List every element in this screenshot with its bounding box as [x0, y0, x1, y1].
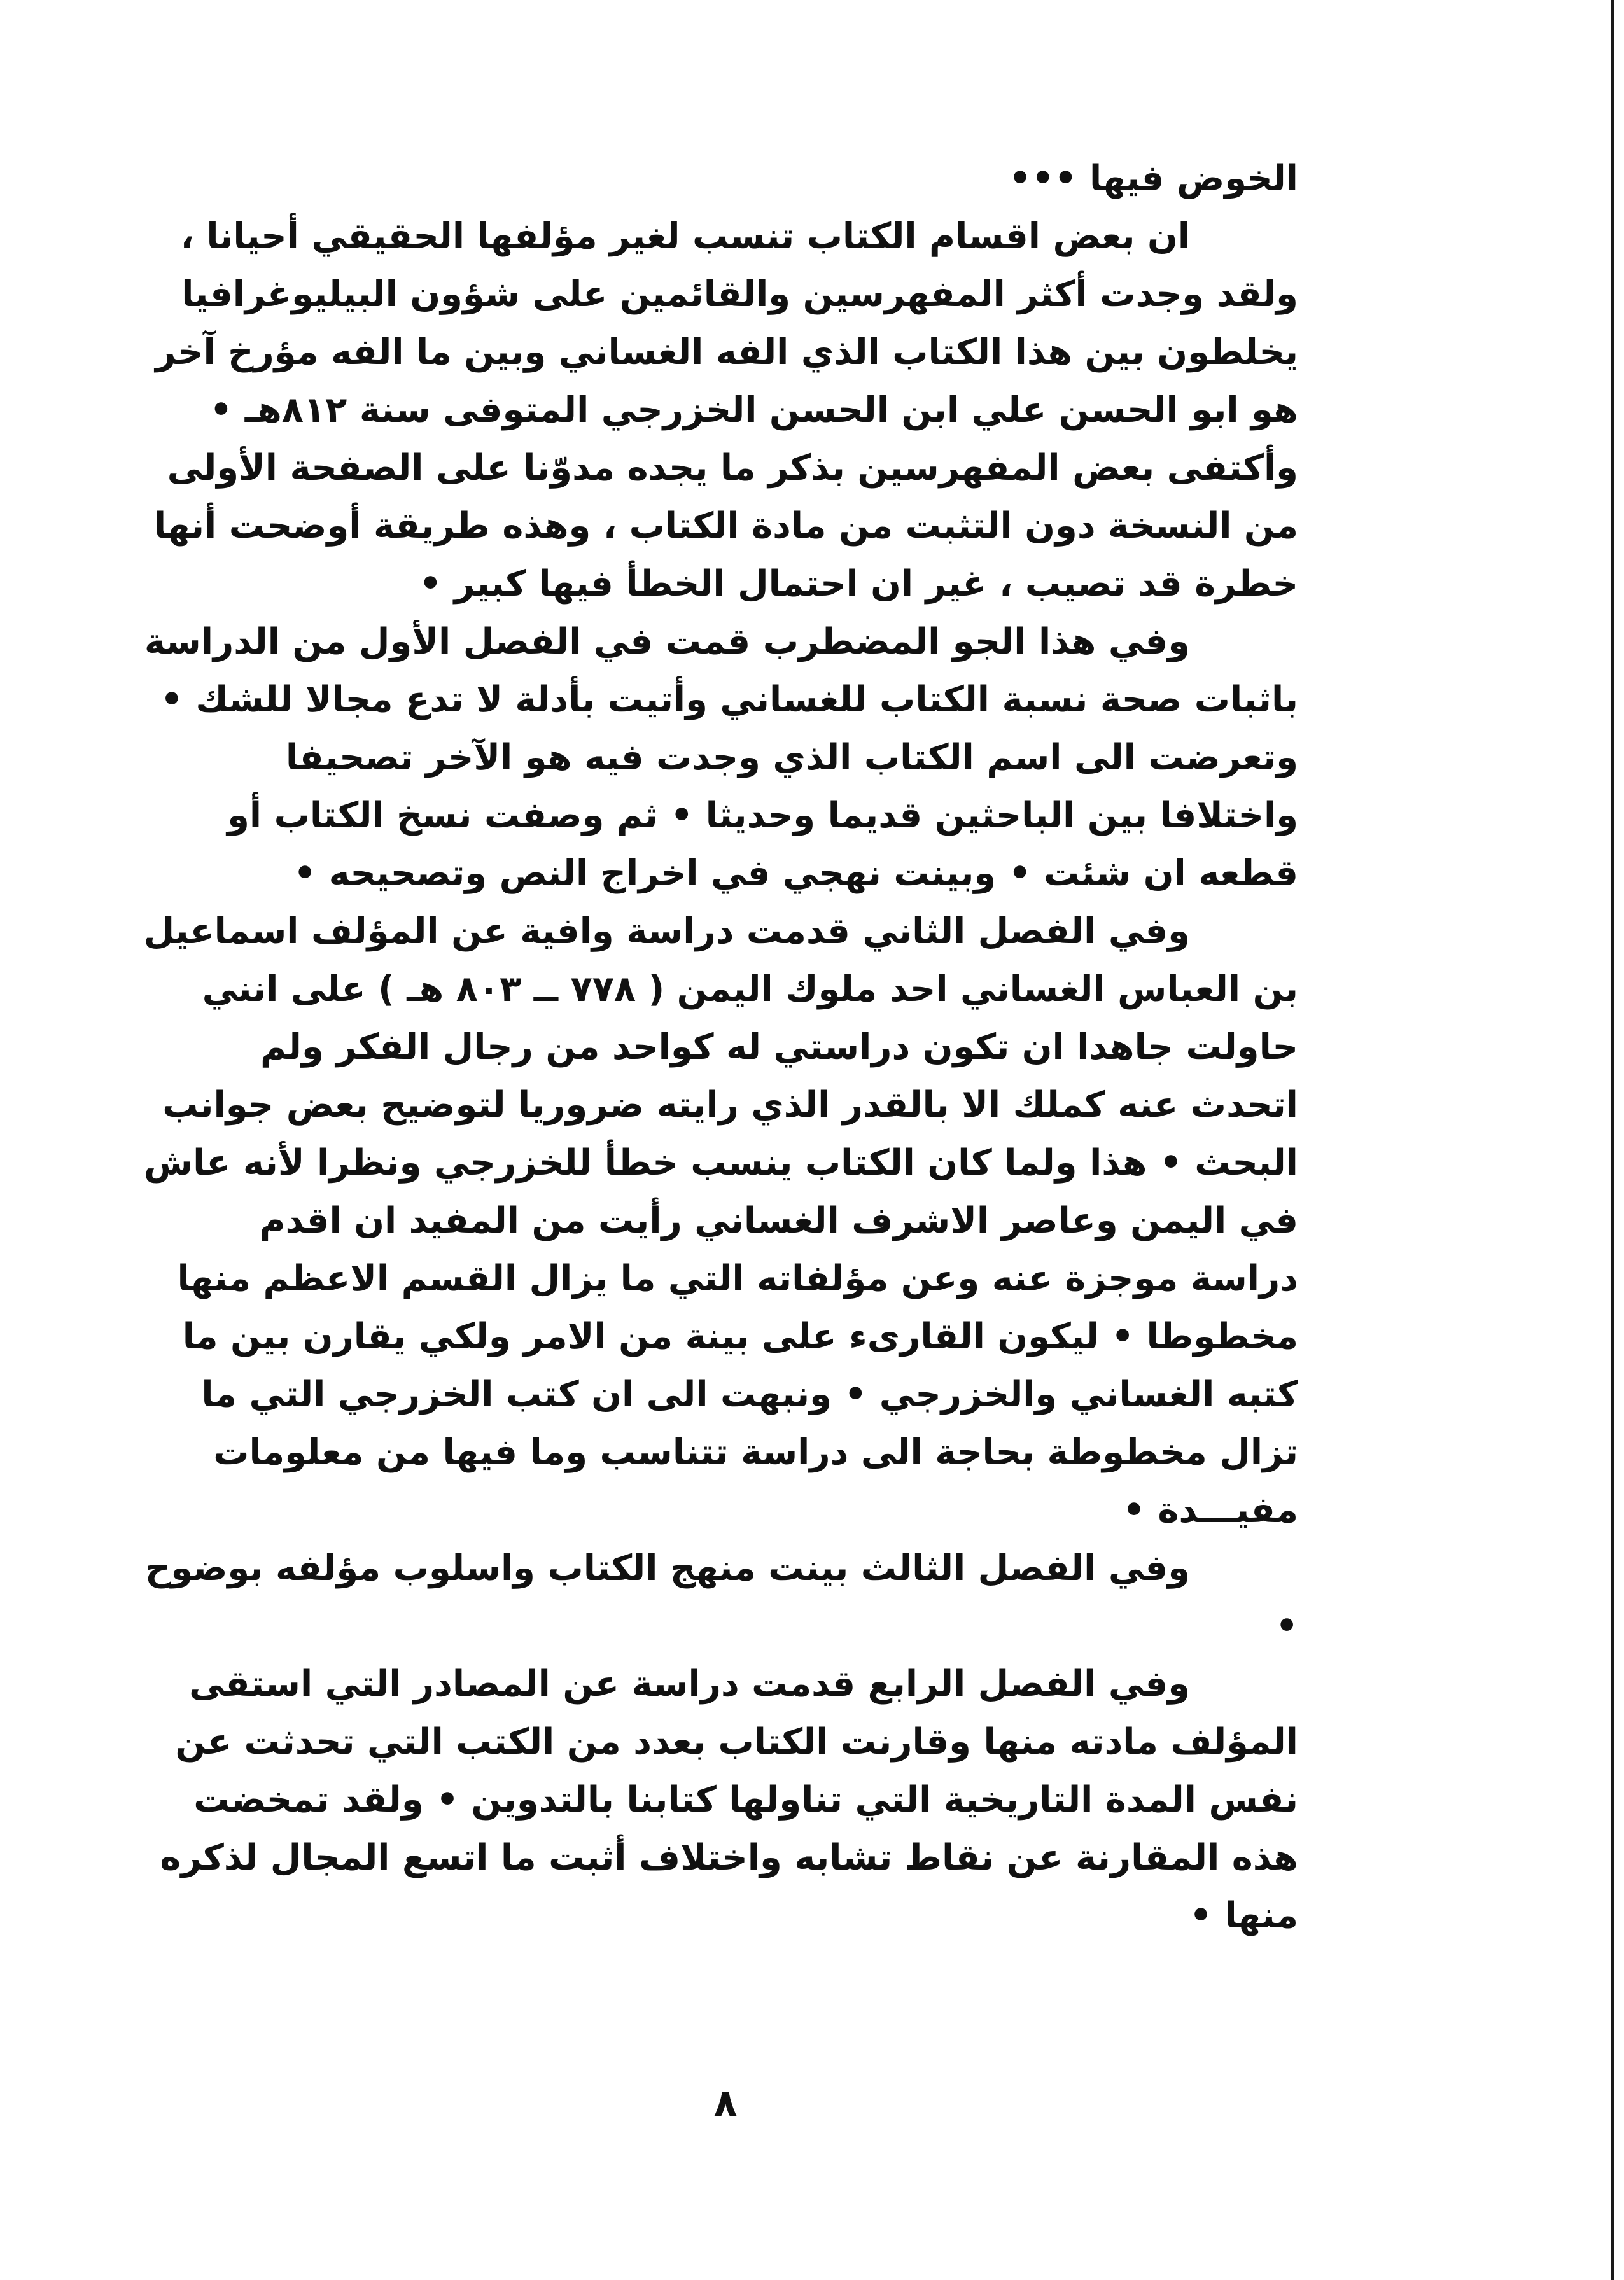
page-body: [143, 150, 1298, 1945]
page-number: ٨: [713, 2081, 738, 2125]
paragraph-2: وفي هذا الجو المضطرب قمت في الفصل الأول من الدراسة باثبات صحة نسبة الكتاب للغساني وأتيت بأدلة لا تدع مجالا للشك • وتعرضت الى اسم الكتاب الذي وجدت فيه هو الآخر تصحيفا واختلافا بين الباحثين قديما وحديثا • ثم وصفت نسخ الكتاب أو قطعه ان شئت • وبينت نهجي في اخراج النص وتصحيحه •: [144, 621, 1298, 894]
paragraph-1: ان بعض اقسام الكتاب تنسب لغير مؤلفها الحقيقي أحيانا ، ولقد وجدت أكثر المفهرسين والقائمين على شؤون البيليوغرافيا يخلطون بين هذا الكتاب الذي الفه الغساني وبين ما الفه مؤرخ آخر هو ابو الحسن علي ابن الحسن الخزرجي المتوفى سنة ٨١٢هـ • وأكتفى بعض المفهرسين بذكر ما يجده مدوّنا على الصفحة الأولى من النسخة دون التثبت من مادة الكتاب ، وهذه طريقة أوضحت أنها خطرة قد تصيب ، غير ان احتمال الخطأ فيها كبير •: [153, 216, 1298, 605]
paragraph-3: وفي الفصل الثاني قدمت دراسة وافية عن المؤلف اسماعيل بن العباس الغساني احد ملوك اليمن ( ٧٧٨ ــ ٨٠٣ هـ ) على انني حاولت جاهدا ان تكون دراستي له كواحد من رجال الفكر ولم اتحدث عنه كملك الا بالقدر الذي رايته ضروريا لتوضيح بعض جوانب البحث • هذا ولما كان الكتاب ينسب خطأ للخزرجي ونظرا لأنه عاش في اليمن وعاصر الاشرف الغساني رأيت من المفيد ان اقدم دراسة موجزة عنه وعن مؤلفاته التي ما يزال القسم الاعظم منها مخطوطا • ليكون القارىء على بينة من الامر ولكي يقارن بين ما كتبه الغساني والخزرجي • ونبهت الى ان كتب الخزرجي التي ما تزال مخطوطة بحاجة الى دراسة تتناسب وما فيها من معلومات مفيـــدة •: [143, 911, 1298, 1531]
paragraph-5: وفي الفصل الرابع قدمت دراسة عن المصادر التي استقى المؤلف مادته منها وقارنت الكتاب بعدد من الكتب التي تحدثت عن نفس المدة التاريخية التي تناولها كتابنا بالتدوين • ولقد تمخضت هذه المقارنة عن نقاط تشابه واختلاف أثبت ما اتسع المجال لذكره منها •: [160, 1663, 1298, 1936]
continuation-heading: الخوض فيها •••: [1009, 158, 1298, 199]
paragraph-4: وفي الفصل الثالث بينت منهج الكتاب واسلوب مؤلفه بوضوح •: [144, 1548, 1298, 1647]
page-edge-line: [1611, 0, 1614, 2280]
